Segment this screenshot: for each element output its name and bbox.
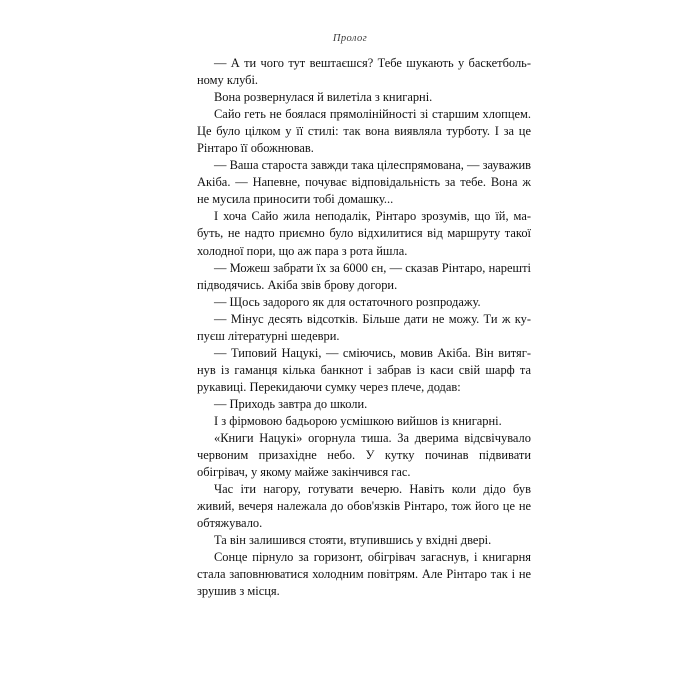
paragraph: — Типовий Нацукі, — сміючись, мовив Акіба. Він витягнув із гаманця кілька банкнот і забрав із каси свій шарф та рукавиці. Перекидаючи сумку через плече, додав: bbox=[197, 345, 531, 394]
body-text bbox=[197, 55, 531, 601]
paragraph: І хоча Сайо жила неподалік, Рінтаро зрозумів, що їй, мабуть, не надто приємно було відхилитися від маршруту такої холодної пори, що аж пара з рота йшла. bbox=[197, 209, 531, 258]
paragraph: — Ваша староста завжди така цілеспрямована, — зауважив Акіба. — Напевне, почуває відповідальність за тебе. Вона ж не мусила приносити тобі домашку... bbox=[197, 158, 531, 207]
paragraph: І з фірмовою бадьорою усмішкою вийшов із книгарні. bbox=[214, 413, 502, 428]
paragraph: Сайо геть не боялася прямолінійності зі старшим хлопцем. Це було цілком у її стилі: так вона виявляла турботу. І за це Рінтаро її обожнював. bbox=[197, 107, 531, 156]
paragraph: — Можеш забрати їх за 6000 єн, — сказав Рінтаро, нарешті підводячись. Акіба звів брову догори. bbox=[197, 260, 531, 292]
paragraph: — Мінус десять відсотків. Більше дати не можу. Ти ж купуєш літературні шедеври. bbox=[197, 311, 531, 343]
paragraph: Та він залишився стояти, втупившись у вхідні двері. bbox=[214, 533, 492, 548]
paragraph: — А ти чого тут вештаєшся? Тебе шукають у баскетбольному клубі. bbox=[197, 56, 531, 88]
paragraph: Вона розвернулася й вилетіла з книгарні. bbox=[214, 90, 433, 105]
paragraph: Сонце пірнуло за горизонт, обігрівач загаснув, і книгарня стала заповнюватися холодним повітрям. Але Рінтаро так і не зрушив з місця. bbox=[197, 550, 531, 599]
running-head: Пролог bbox=[332, 33, 368, 44]
paragraph: — Приходь завтра до школи. bbox=[214, 396, 368, 411]
paragraph: — Щось задорого як для остаточного розпродажу. bbox=[214, 294, 481, 309]
paragraph: «Книги Нацукі» огорнула тиша. За дверима відсвічувало червоним призахідне небо. У кутку починав підвивати обігрівач, у якому майже закінчився гас. bbox=[197, 431, 531, 480]
paragraph: Час іти нагору, готувати вечерю. Навіть коли дідо був живий, вечеря належала до обов'язків Рінтаро, тож його це не обтяжувало. bbox=[197, 482, 531, 531]
